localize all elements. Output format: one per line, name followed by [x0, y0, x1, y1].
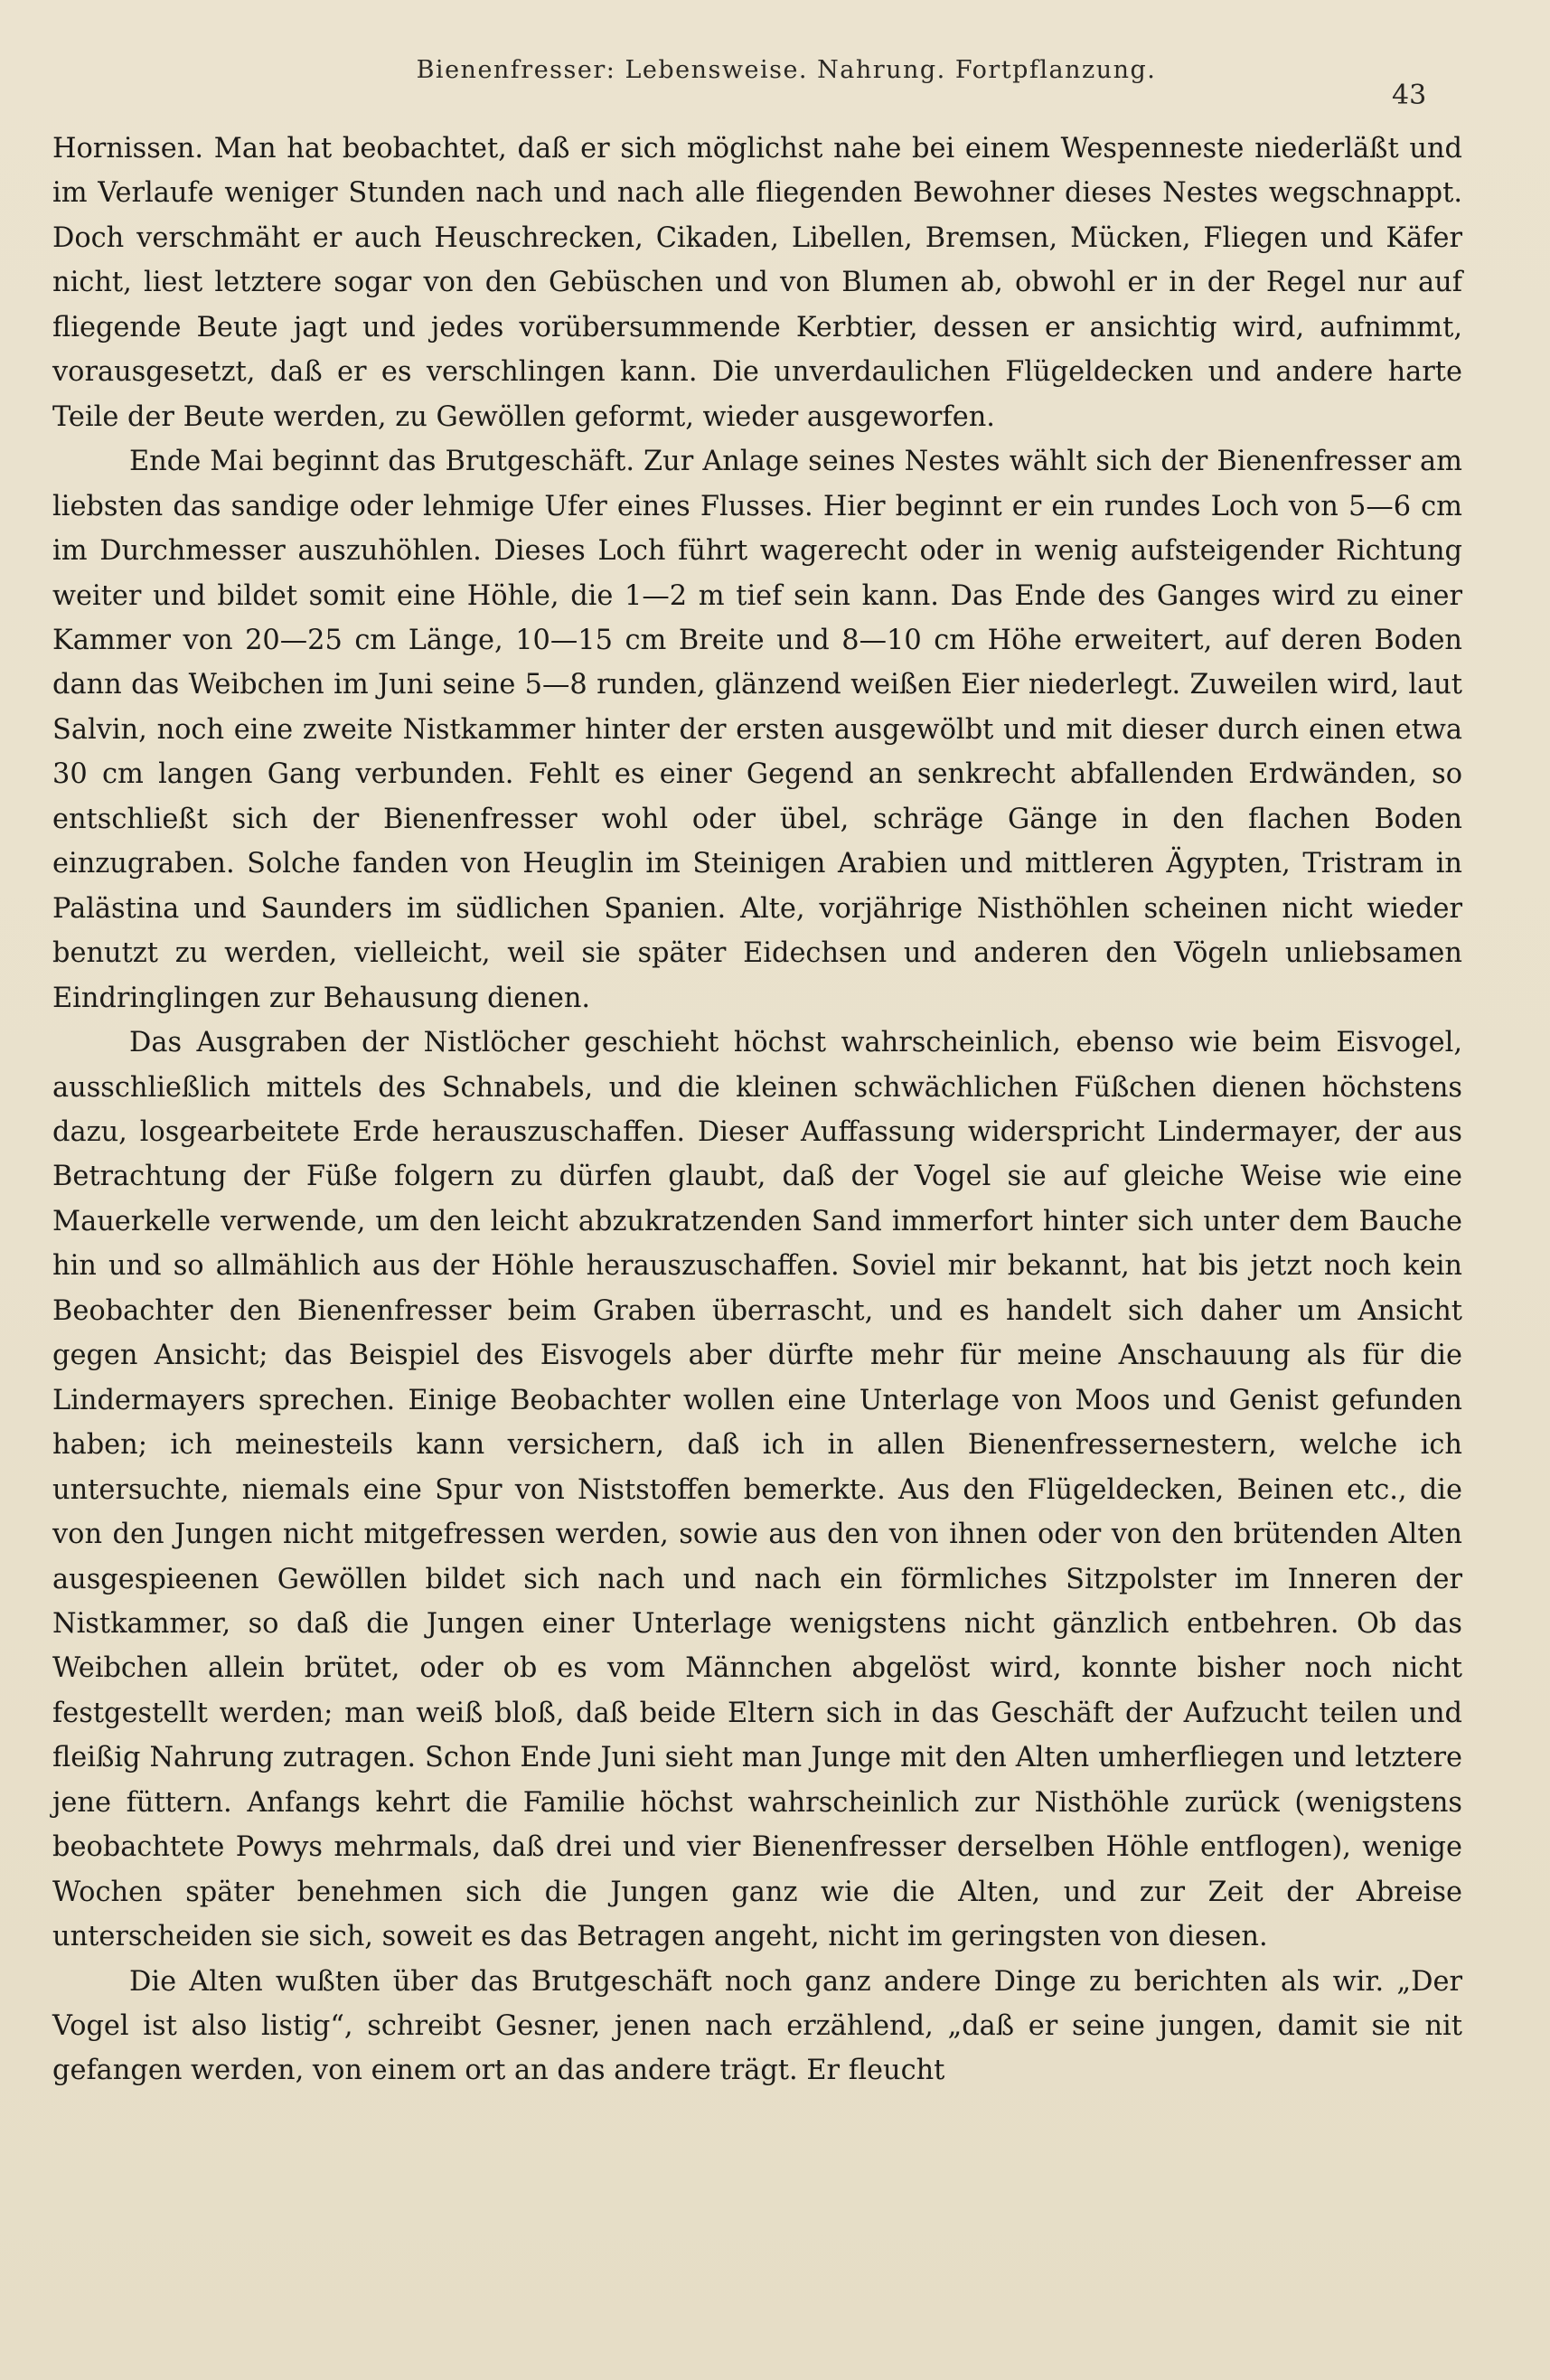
page-number: 43	[1392, 80, 1427, 111]
paragraph-2: Ende Mai beginnt das Brutgeschäft. Zur Anlage seines Nestes wählt sich der Bienenfresser am liebsten das sandige oder lehmige Ufer eines Flusses. Hier beginnt er ein rundes Loch von 5—6 cm im Durchmesser auszuhöhlen. Dieses Loch führt wagerecht oder in wenig aufsteigender Richtung weiter und bildet somit eine Höhle, die 1—2 m tief sein kann. Das Ende des Ganges wird zu einer Kammer von 20—25 cm Länge, 10—15 cm Breite und 8—10 cm Höhe erweitert, auf deren Boden dann das Weibchen im Juni seine 5—8 runden, glänzend weißen Eier niederlegt. Zuweilen wird, laut Salvin, noch eine zweite Nistkammer hinter der ersten ausgewölbt und mit dieser durch einen etwa 30 cm langen Gang verbunden. Fehlt es einer Gegend an senkrecht abfallenden Erdwänden, so entschließt sich der Bienenfresser wohl oder übel, schräge Gänge in den flachen Boden einzugraben. Solche fanden von Heuglin im Steinigen Arabien und mittleren Ägypten, Tristram in Palästina und Saunders im südlichen Spanien. Alte, vorjährige Nisthöhlen scheinen nicht wieder benutzt zu werden, vielleicht, weil sie später Eidechsen und anderen den Vögeln unliebsamen Eindringlingen zur Behausung dienen.	[52, 446, 1462, 1014]
running-head: Bienenfresser: Lebensweise. Nahrung. Fortpflanzung.	[416, 56, 1157, 84]
paragraph-4: Die Alten wußten über das Brutgeschäft noch ganz andere Dinge zu berichten als wir. „Der Vogel ist also listig“, schreibt Gesner, jenen nach erzählend, „daß er seine jungen, damit sie nit gefangen werden, von einem ort an das andere trägt. Er fleucht	[52, 1965, 1462, 2087]
paragraph-1: Hornissen. Man hat beobachtet, daß er sich möglichst nahe bei einem Wespenneste niederläßt und im Verlaufe weniger Stunden nach und nach alle fliegenden Bewohner dieses Nestes wegschnappt. Doch verschmäht er auch Heuschrecken, Cikaden, Libellen, Bremsen, Mücken, Fliegen und Käfer nicht, liest letztere sogar von den Gebüschen und von Blumen ab, obwohl er in der Regel nur auf fliegende Beute jagt und jedes vorübersummende Kerbtier, dessen er ansichtig wird, aufnimmt, vorausgesetzt, daß er es verschlingen kann. Die unverdaulichen Flügeldecken und andere harte Teile der Beute werden, zu Gewöllen geformt, wieder ausgeworfen.	[52, 133, 1462, 433]
paragraph-3: Das Ausgraben der Nistlöcher geschieht höchst wahrscheinlich, ebenso wie beim Eisvogel, ausschließlich mittels des Schnabels, und die kleinen schwächlichen Füßchen dienen höchstens dazu, losgearbeitete Erde herauszuschaffen. Dieser Auffassung widerspricht Lindermayer, der aus Betrachtung der Füße folgern zu dürfen glaubt, daß der Vogel sie auf gleiche Weise wie eine Mauerkelle verwende, um den leicht abzukratzenden Sand immerfort hinter sich unter dem Bauche hin und so allmählich aus der Höhle herauszuschaffen. Soviel mir bekannt, hat bis jetzt noch kein Beobachter den Bienenfresser beim Graben überrascht, und es handelt sich daher um Ansicht gegen Ansicht; das Beispiel des Eisvogels aber dürfte mehr für meine Anschauung als für die Lindermayers sprechen. Einige Beobachter wollen eine Unterlage von Moos und Genist gefunden haben; ich meinesteils kann versichern, daß ich in allen Bienenfressernestern, welche ich untersuchte, niemals eine Spur von Niststoffen bemerkte. Aus den Flügeldecken, Beinen etc., die von den Jungen nicht mitgefressen werden, sowie aus den von ihnen oder von den brütenden Alten ausgespieenen Gewöllen bildet sich nach und nach ein förmliches Sitzpolster im Inneren der Nistkammer, so daß die Jungen einer Unterlage wenigstens nicht gänzlich entbehren. Ob das Weibchen allein brütet, oder ob es vom Männchen abgelöst wird, konnte bisher noch nicht festgestellt werden; man weiß bloß, daß beide Eltern sich in das Geschäft der Aufzucht teilen und fleißig Nahrung zutragen. Schon Ende Juni sieht man Junge mit den Alten umherfliegen und letztere jene füttern. Anfangs kehrt die Familie höchst wahrscheinlich zur Nisthöhle zurück (wenigstens beobachtete Powys mehrmals, daß drei und vier Bienenfresser derselben Höhle entflogen), wenige Wochen später benehmen sich die Jungen ganz wie die Alten, und zur Zeit der Abreise unterscheiden sie sich, soweit es das Betragen angeht, nicht im geringsten von diesen.	[52, 1027, 1462, 1953]
body-text	[52, 127, 1462, 2093]
